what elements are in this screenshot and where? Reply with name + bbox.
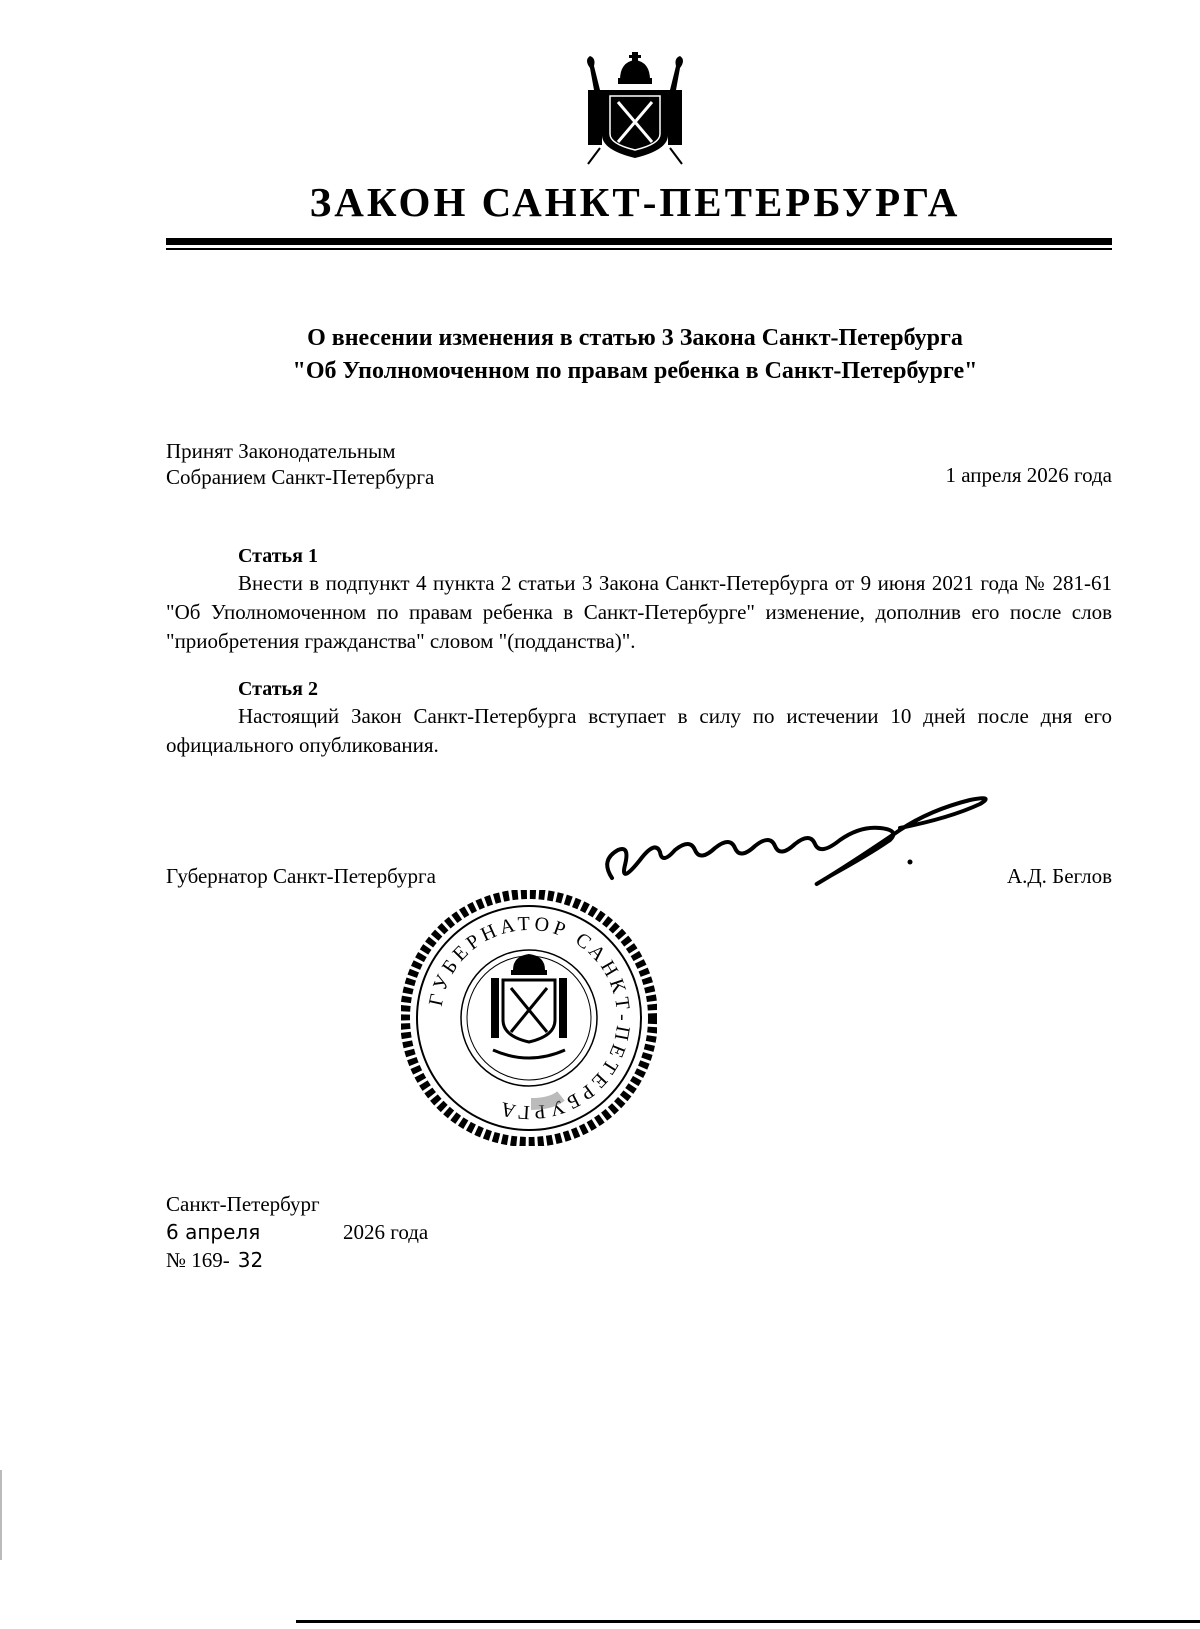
adopted-line-1: Принят Законодательным [166,439,396,463]
article-2-body [166,702,1112,760]
subject-line-2: "Об Уполномоченном по правам ребенка в Санкт-Петербурге" [292,358,978,384]
adopted-line-2: Собранием Санкт-Петербурга [166,465,435,489]
signing-year: 2026 года [343,1220,429,1244]
adopted-date: 1 апреля 2026 года [945,463,1112,487]
scan-bottom-edge [296,1620,1200,1623]
article-1-body [166,569,1112,656]
svg-text:ГУБЕРНАТОР САНКТ-ПЕТЕРБУРГА: ГУБЕРНАТОР САНКТ-ПЕТЕРБУРГА [424,912,635,1124]
signer-name: А.Д. Беглов [1006,864,1112,888]
article-1-title: Статья 1 [238,545,318,567]
law-subject [0,322,1200,388]
signing-city: Санкт-Петербург [166,1192,320,1216]
signing-date-row [166,1218,428,1246]
coat-of-arms-emblem [580,50,690,172]
article-2-title: Статья 2 [238,678,318,700]
signer-title: Губернатор Санкт-Петербурга [166,864,436,888]
adopted-by [166,438,434,490]
signing-details [166,1190,428,1274]
law-number-prefix: № 169- [166,1248,230,1272]
handwritten-signature [600,790,1010,900]
title-rule-thin [166,248,1112,250]
article-1-text: Внести в подпункт 4 пункта 2 статьи 3 Закона Санкт-Петербурга от 9 июня 2021 года № 281-61 "Об Уполномоченном по правам ребенка в Санкт-Петербурге" изменение, дополнив его после слов "приобретения гражданства" словом "(подданства)". [166,571,1112,653]
article-2-text: Настоящий Закон Санкт-Петербурга вступает в силу по истечении 10 дней после дня его официального опубликования. [166,704,1112,757]
subject-line-1: О внесении изменения в статью 3 Закона Санкт-Петербурга [307,325,963,351]
title-rule-thick [166,238,1112,245]
signing-day-month: 6 апреля [166,1220,261,1244]
law-number-row [166,1246,428,1274]
law-number-value: 32 [237,1248,264,1272]
governor-seal [401,890,657,1146]
document-title: ЗАКОН САНКТ-ПЕТЕРБУРГА [309,179,961,225]
scan-margin-mark [0,1470,2,1560]
